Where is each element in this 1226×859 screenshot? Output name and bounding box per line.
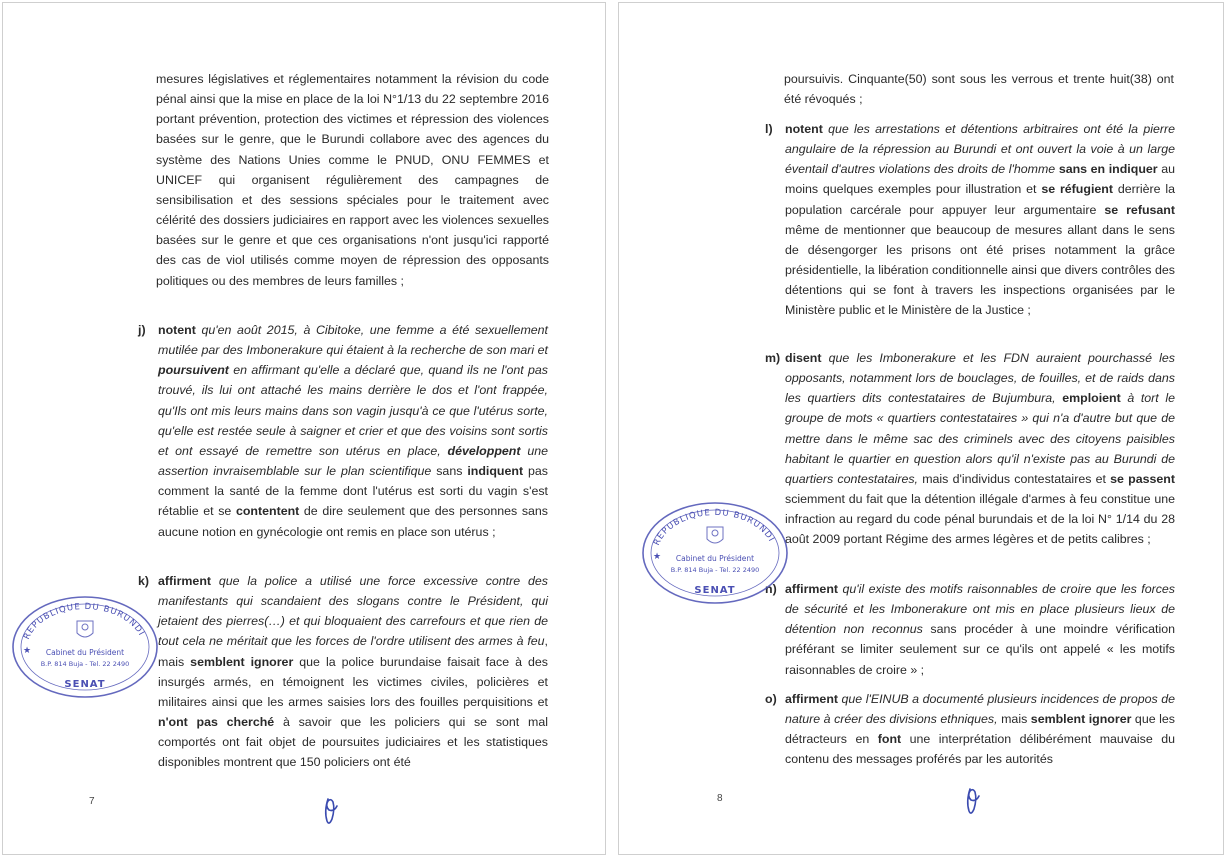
list-item-m: m) disent que les Imbonerakure et les FDN auraient pourchassé les opposants, notamment lors de bouclages, de fouilles, et de raids dans les quartiers dits contestataires de Bujumbura, emploient à tort le groupe de mots « quartiers contestataires » qui n'a d'autre but que de mettre dans le même sac des criminels avec des citoyens paisibles habitant le quartier en question alors qu'il n'existe pas au Burundi de quartiers contestataires, mais d'individus contestataires et se passent sciemment du fait que la détention illégale d'armes à feu constitue une infraction au regard du code pénal burundais et de la loi N° 1/14 du 28 août 2009 portant Régime des armes légères et de petits calibres ; [785,348,1175,550]
list-item-o: o) affirment que l'EINUB a documenté plusieurs incidences de propos de nature à créer des divisions ethniques, mais semblent ignorer que les détracteurs en font une interprétation délibérément mauvaise du contenu des messages proférés par les autorités [785,689,1175,770]
intro-paragraph: mesures législatives et réglementaires notamment la révision du code pénal ainsi que la mise en place de la loi N°1/13 du 22 septembre 2016 portant prévention, protection des victimes et répression des violences basées sur le genre, que le Burundi collabore avec des agences du système des Nations Unies comme le PNUD, ONU FEMMES et UNICEF qui organisent régulièrement des campagnes de sensibilisation et des sessions spéciales pour le traitement avec célérité des dossiers judiciaires en rapport avec les violences sexuelles basées sur le genre et que ces organisations n'ont jusqu'ici rapporté des cas de viol utilisés comme moyen de répression des opposants politiques ou des membres de leurs familles ; [156,72,549,288]
stamp-line-2: Cabinet du Président [45,648,125,657]
document-page-right [618,2,1224,855]
document-page-left [2,2,606,855]
item-marker: o) [765,692,777,706]
item-marker: l) [765,122,773,136]
intro-paragraph: poursuivis. Cinquante(50) sont sous les verrous et trente huit(38) ont été révoqués ; [784,72,1174,107]
stamp-line-1: REPUBLIQUE DU BURUNDI [651,507,777,548]
senate-stamp [9,591,161,703]
handwritten-initial [963,787,985,817]
list-item-n: n) affirment qu'il existe des motifs raisonnables de croire que les forces de sécurité et les Imbonerakure ont mis en place plusieurs lieux de détention non reconnus sans procéder à une moindre vérification préférant se limiter seulement sur ce qu'ils ont appelé « les motifs raisonnables de croire » ; [785,579,1175,680]
list-item-k: k) affirment que la police a utilisé une force excessive contre des manifestants qui scandaient des slogans contre le Président, qui jetaient des pierres(…) et qui bloquaient des carrefours et que rien de tout cela ne méritait que les forces de l'ordre utilisent des armes à feu, mais semblent ignorer que la police burundaise faisait face à des insurgés armés, en témoignent les victimes civiles, policières et militaires ainsi que les armes saisies lors des fouilles perquisitions et n'ont pas cherché à savoir que les policiers qui se sont mal comportés ont fait objet de poursuites judiciaires et les statistiques disponibles montrent que 150 policiers ont été [158,571,548,773]
stamp-line-4: SENAT [694,585,736,596]
list-item-l: l) notent que les arrestations et détentions arbitraires ont été la pierre angulaire de la répression au Burundi et ont ouvert la voie à un large éventail d'autres violations des droits de l'homme sans en indiquer au moins quelques exemples pour illustration et se réfugient derrière la population carcérale pour appuyer leur argumentaire se refusant même de mentionner que beaucoup de mesures allant dans le sens de désengorger les prisons ont été prises notamment la grâce présidentielle, la libération conditionnelle ainsi que divers contrôles des détentions qui se font à travers les inspections organisées par le Ministère public et le Ministère de la Justice ; [785,119,1175,321]
stamp-line-1: REPUBLIQUE DU BURUNDI [21,601,147,642]
list-item-j: j) notent qu'en août 2015, à Cibitoke, une femme a été sexuellement mutilée par des Imbonerakure qui étaient à la recherche de son mari et poursuivent en affirmant qu'elle a déclaré que, quand ils ne l'ont pas trouvé, ils lui ont attaché les mains derrière le dos et l'ont frappée, qu'Ils ont mis leurs mains dans son vagin jusqu'à ce que l'utérus sorte, qu'elle est restée seule à saigner et crier et que des voisins sont sortis et ont essayé de remettre son utérus en place, développent une assertion invraisemblable sur le plan scientifique sans indiquent pas comment la santé de la femme dont l'utérus est sorti du vagin s'est rétablie et se contentent de dire seulement que des personnes sans aucune notion en gynécologie ont remis en place son utérus ; [158,320,548,542]
star-icon: ★ [23,646,32,656]
stamp-line-4: SENAT [64,679,106,690]
stamp-line-3: B.P. 814 Buja - Tel. 22 2490 [40,660,130,668]
page-number: 8 [717,793,723,804]
coat-of-arms-icon [77,621,93,637]
star-icon: ★ [653,552,662,562]
stamp-line-2: Cabinet du Président [675,554,755,563]
stamp-line-3: B.P. 814 Buja - Tel. 22 2490 [670,566,760,574]
item-marker: k) [138,574,150,588]
page-number: 7 [89,796,95,807]
item-marker: j) [138,323,146,337]
item-marker: n) [765,582,777,596]
senate-stamp [639,497,791,609]
coat-of-arms-icon [707,527,723,543]
handwritten-initial [321,797,343,827]
item-marker: m) [765,351,781,365]
